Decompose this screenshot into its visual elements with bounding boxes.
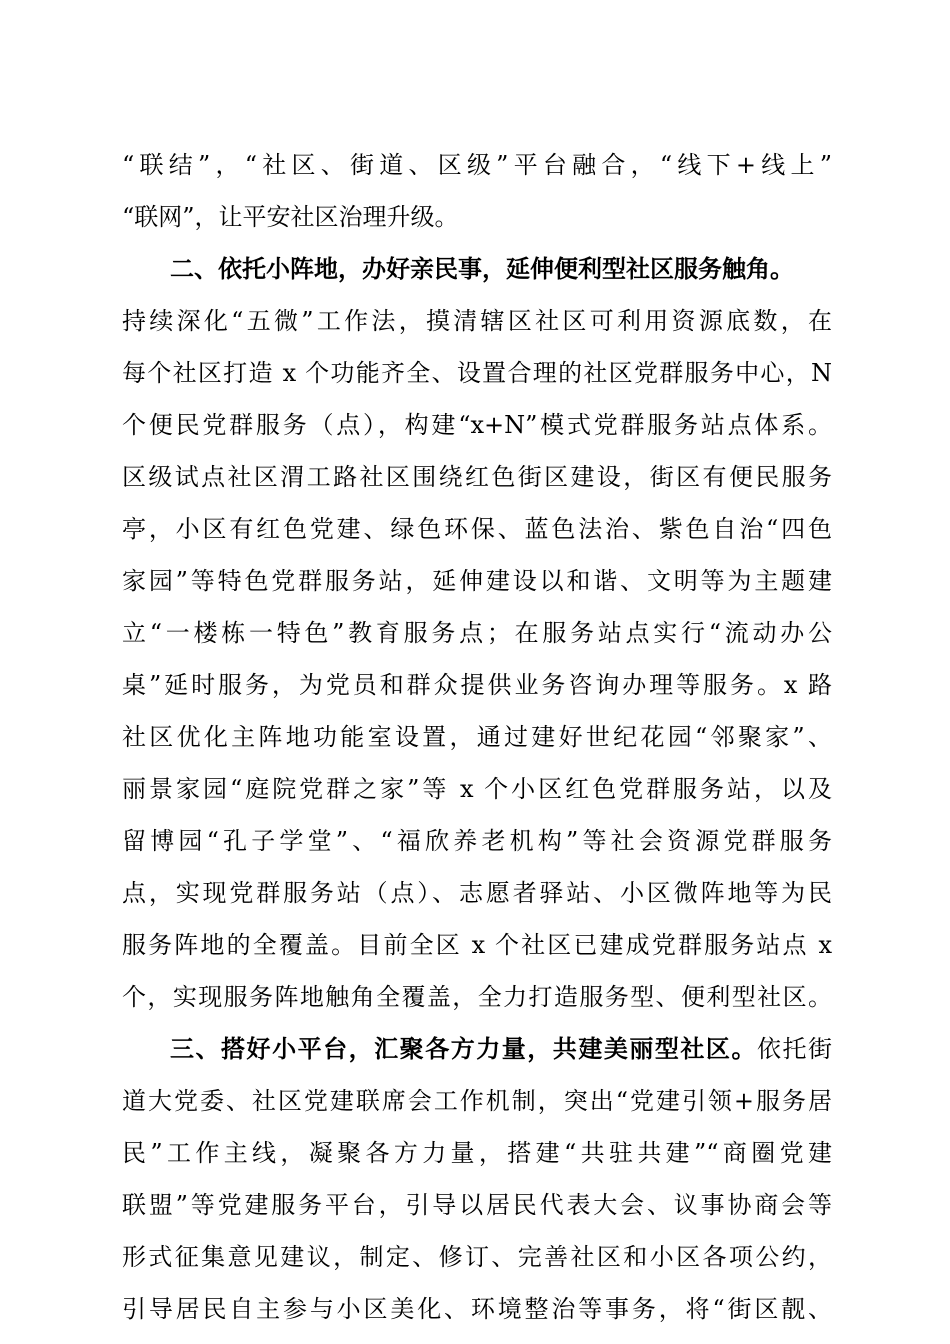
section-2-line: 立“一楼栋一特色”教育服务点；在服务站点实行“流动办公 [122,619,832,647]
document-body [122,139,832,1335]
section-2-line: 个便民党群服务（点），构建“x+N”模式党群服务站点体系。 [122,411,832,439]
section-2-line: 家园”等特色党群服务站，延伸建设以和谐、文明等为主题建 [122,567,832,595]
section-2-line: 留博园“孔子学堂”、“福欣养老机构”等社会资源党群服务 [122,827,832,855]
section-3-line: 引导居民自主参与小区美化、环境整治等事务，将“街区靓、 [122,1295,832,1323]
paragraph-1-line-1: “联结”，“社区、街道、区级”平台融合，“线下+线上” [122,151,832,179]
paragraph-1-line-2: “联网”，让平安社区治理升级。 [122,203,459,231]
section-2-line: 亭，小区有红色党建、绿色环保、蓝色法治、紫色自治“四色 [122,515,832,543]
section-3-line: 联盟”等党建服务平台，引导以居民代表大会、议事协商会等 [122,1191,832,1219]
section-2-line: 点，实现党群服务站（点）、志愿者驿站、小区微阵地等为民 [122,879,832,907]
section-2-line: 区级试点社区渭工路社区围绕红色街区建设，街区有便民服务 [122,463,832,491]
section-2-line: 丽景家园“庭院党群之家”等 x 个小区红色党群服务站，以及 [122,775,832,803]
section-2-line: 个，实现服务阵地触角全覆盖，全力打造服务型、便利型社区。 [122,983,832,1011]
section-2-line: 持续深化“五微”工作法，摸清辖区社区可利用资源底数，在 [122,307,832,335]
section-2-heading: 二、依托小阵地，办好亲民事，延伸便利型社区服务触角。 [170,255,794,283]
section-3-line: 民”工作主线，凝聚各方力量，搭建“共驻共建”“商圈党建 [122,1139,832,1167]
section-3-heading: 三、搭好小平台，汇聚各方力量，共建美丽型社区。 [170,1035,757,1063]
section-3-heading-tail: 依托街 [756,1035,832,1063]
section-2-line: 桌”延时服务，为党员和群众提供业务咨询办理等服务。x 路 [122,671,832,699]
section-2-line: 服务阵地的全覆盖。目前全区 x 个社区已建成党群服务站点 x [122,931,832,959]
section-3-line: 形式征集意见建议，制定、修订、完善社区和小区各项公约， [122,1243,832,1271]
section-2-line: 每个社区打造 x 个功能齐全、设置合理的社区党群服务中心，N [122,359,832,387]
section-3-first-line [122,1023,832,1075]
section-2-line: 社区优化主阵地功能室设置，通过建好世纪花园“邻聚家”、 [122,723,832,751]
section-3-line: 道大党委、社区党建联席会工作机制，突出“党建引领+服务居 [122,1087,832,1115]
